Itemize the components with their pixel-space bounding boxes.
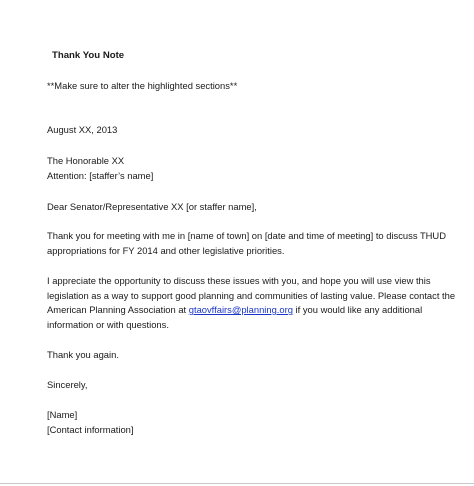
paragraph-2-line-3-before: American Planning Association at (47, 304, 189, 315)
paragraph-2-line-4: information or with questions. (47, 319, 169, 330)
paragraph-2-line-2: legislation as a way to support good planning and communities of lasting value. Please contact the (47, 290, 456, 301)
paragraph-2-line-3-after: if you would like any additional (292, 304, 423, 315)
signature-name: [Name] (47, 409, 78, 420)
paragraph-1-line-2: appropriations for FY 2014 and other legislative priorities. (47, 245, 285, 256)
thanks-line: Thank you again. (47, 349, 119, 360)
paragraph-2-line-3 (47, 304, 422, 316)
salutation: Dear Senator/Representative XX [or staffer name], (47, 201, 257, 212)
paragraph-2-line-1: I appreciate the opportunity to discuss these issues with you, and hope you will use view this (47, 275, 431, 286)
recipient-name: The Honorable XX (47, 155, 125, 166)
email-link[interactable]: gtaovffairs@planning.org (188, 304, 293, 315)
letter-date: August XX, 2013 (47, 124, 118, 135)
bottom-divider (0, 483, 474, 484)
paragraph-1-line-1: Thank you for meeting with me in [name of town] on [date and time of meeting] to discuss THUD (47, 230, 446, 241)
signature-contact: [Contact information] (47, 424, 134, 435)
instruction-note: **Make sure to alter the highlighted sections** (47, 80, 238, 91)
closing: Sincerely, (47, 379, 88, 390)
recipient-attention: Attention: [staffer’s name] (47, 170, 154, 181)
document-title: Thank You Note (52, 50, 125, 61)
